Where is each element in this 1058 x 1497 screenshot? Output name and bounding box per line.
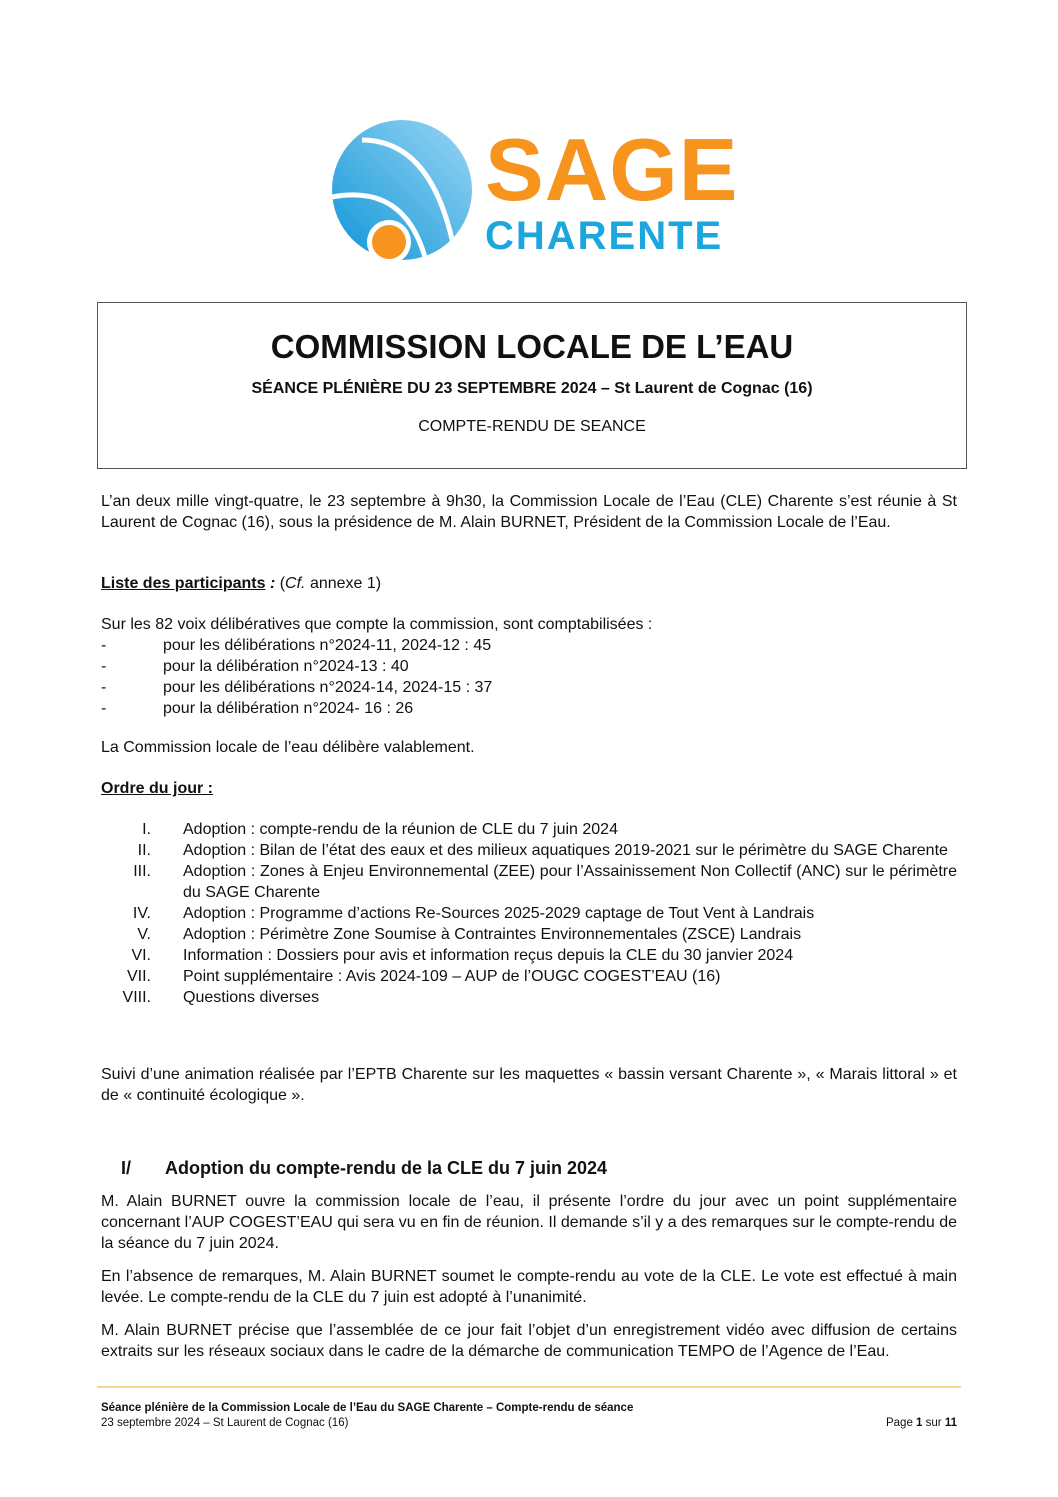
participants-colon: : [265, 575, 280, 592]
annex-ref: annexe 1) [305, 575, 382, 592]
vote-text: pour la délibération n°2024-13 : 40 [163, 658, 409, 675]
vote-item [101, 656, 957, 677]
globe-logo-icon [327, 120, 477, 260]
votes-block [101, 614, 957, 719]
agenda-text: Adoption : Bilan de l’état des eaux et des milieux aquatiques 2019-2021 sur le périmètre du SAGE Charente [183, 842, 948, 859]
agenda-num: I. [142, 821, 151, 838]
document-type: COMPTE-RENDU DE SEANCE [418, 418, 646, 435]
agenda-text: Information : Dossiers pour avis et information reçus depuis la CLE du 30 janvier 2024 [183, 947, 794, 964]
section-number: I/ [121, 1158, 132, 1178]
logo-charente-text: CHARENTE [485, 214, 724, 258]
agenda-num: III. [133, 863, 151, 880]
vote-text: pour les délibérations n°2024-11, 2024-12 : 45 [163, 637, 492, 654]
agenda-item [101, 819, 957, 840]
agenda-item [101, 966, 957, 987]
section-paragraph: M. Alain BURNET ouvre la commission locale de l’eau, il présente l’ordre du jour avec un point supplémentaire concernant l’AUP COGEST’EAU qui sera vu en fin de réunion. Il demande s’il y a des remarques sur le compte-rendu de la séance du 7 juin 2024. [101, 1193, 957, 1252]
agenda-text: Adoption : Programme d’actions Re-Sources 2025-2029 captage de Tout Vent à Landrais [183, 905, 815, 922]
votes-intro: Sur les 82 voix délibératives que compte la commission, sont comptabilisées : [101, 616, 653, 633]
agenda-num: VII. [126, 968, 151, 985]
agenda-label: Ordre du jour : [101, 780, 213, 797]
agenda-item [101, 987, 957, 1008]
agenda-text: Point supplémentaire : Avis 2024-109 – AUP de l’OUGC COGEST’EAU (16) [183, 968, 721, 985]
footer-title: Séance plénière de la Commission Locale de l’Eau du SAGE Charente – Compte-rendu de séance [101, 1402, 634, 1414]
vote-item [101, 677, 957, 698]
agenda-num: IV. [132, 905, 151, 922]
agenda-text: Questions diverses [183, 989, 320, 1006]
quorum-statement: La Commission locale de l’eau délibère valablement. [101, 739, 475, 756]
agenda-num: VIII. [122, 989, 151, 1006]
title-box [97, 302, 967, 469]
section-paragraph: M. Alain BURNET précise que l’assemblée de ce jour fait l’objet d’un enregistrement vidéo avec diffusion de certains extraits sur les réseaux sociaux dans le cadre de la démarche de communication TEMPO de l’Agence de l’Eau. [101, 1322, 957, 1360]
agenda-item [101, 924, 957, 945]
agenda-item [101, 861, 957, 903]
vote-item [101, 635, 957, 656]
agenda-item [101, 840, 957, 861]
agenda-text: Adoption : compte-rendu de la réunion de CLE du 7 juin 2024 [183, 821, 618, 838]
page-label: Page [885, 1417, 917, 1429]
agenda-text: Adoption : Zones à Enjeu Environnemental (ZEE) pour l’Assainissement Non Collectif (ANC) sur le périmètre du SAGE Charente [183, 863, 957, 901]
footer-date-location: 23 septembre 2024 – St Laurent de Cognac (16) [101, 1417, 349, 1429]
agenda-item [101, 945, 957, 966]
page-number [886, 1416, 957, 1431]
footer-divider [97, 1386, 961, 1388]
agenda-num: V. [137, 926, 151, 943]
dash: - [101, 679, 107, 696]
session-subtitle: SÉANCE PLÉNIÈRE DU 23 SEPTEMBRE 2024 – St Laurent de Cognac (16) [251, 380, 813, 397]
page-current: 1 [916, 1417, 923, 1429]
agenda-num: VI. [131, 947, 151, 964]
agenda-item [101, 903, 957, 924]
vote-text: pour les délibérations n°2024-14, 2024-15 : 37 [163, 679, 493, 696]
agenda-list [101, 819, 957, 1008]
section-heading [121, 1158, 607, 1179]
participants-line [101, 573, 957, 594]
participants-label: Liste des participants [101, 575, 266, 592]
page-sep: sur [922, 1417, 945, 1429]
page-total: 11 [944, 1417, 957, 1429]
vote-item [101, 698, 957, 719]
dash: - [101, 700, 107, 717]
page-title: COMMISSION LOCALE DE L’EAU [270, 328, 794, 365]
dash: - [101, 637, 107, 654]
ref-italic: Cf. [285, 575, 306, 592]
section-paragraph: En l’absence de remarques, M. Alain BURNET soumet le compte-rendu au vote de la CLE. Le vote est effectué à main levée. Le compte-rendu de la CLE du 7 juin est adopté à l’unanimité. [101, 1268, 957, 1306]
animation-paragraph: Suivi d’une animation réalisée par l’EPTB Charente sur les maquettes « bassin versant Charente », « Marais littoral » et de « continuité écologique ». [101, 1066, 957, 1104]
section-title: Adoption du compte-rendu de la CLE du 7 juin 2024 [165, 1158, 608, 1178]
vote-text: pour la délibération n°2024- 16 : 26 [163, 700, 414, 717]
agenda-heading [101, 778, 957, 799]
sage-charente-logo [327, 120, 737, 260]
logo-sage-text: SAGE [485, 120, 739, 219]
page-footer [101, 1401, 957, 1431]
intro-paragraph: L’an deux mille vingt-quatre, le 23 septembre à 9h30, la Commission Locale de l’Eau (CLE) Charente s’est réunie à St Laurent de Cognac (16), sous la présidence de M. Alain BURNET, Président de la Commission Locale de l’Eau. [101, 493, 957, 531]
agenda-num: II. [137, 842, 151, 859]
agenda-text: Adoption : Périmètre Zone Soumise à Contraintes Environnementales (ZSCE) Landrais [183, 926, 802, 943]
ref-open: ( [279, 575, 286, 592]
dash: - [101, 658, 107, 675]
